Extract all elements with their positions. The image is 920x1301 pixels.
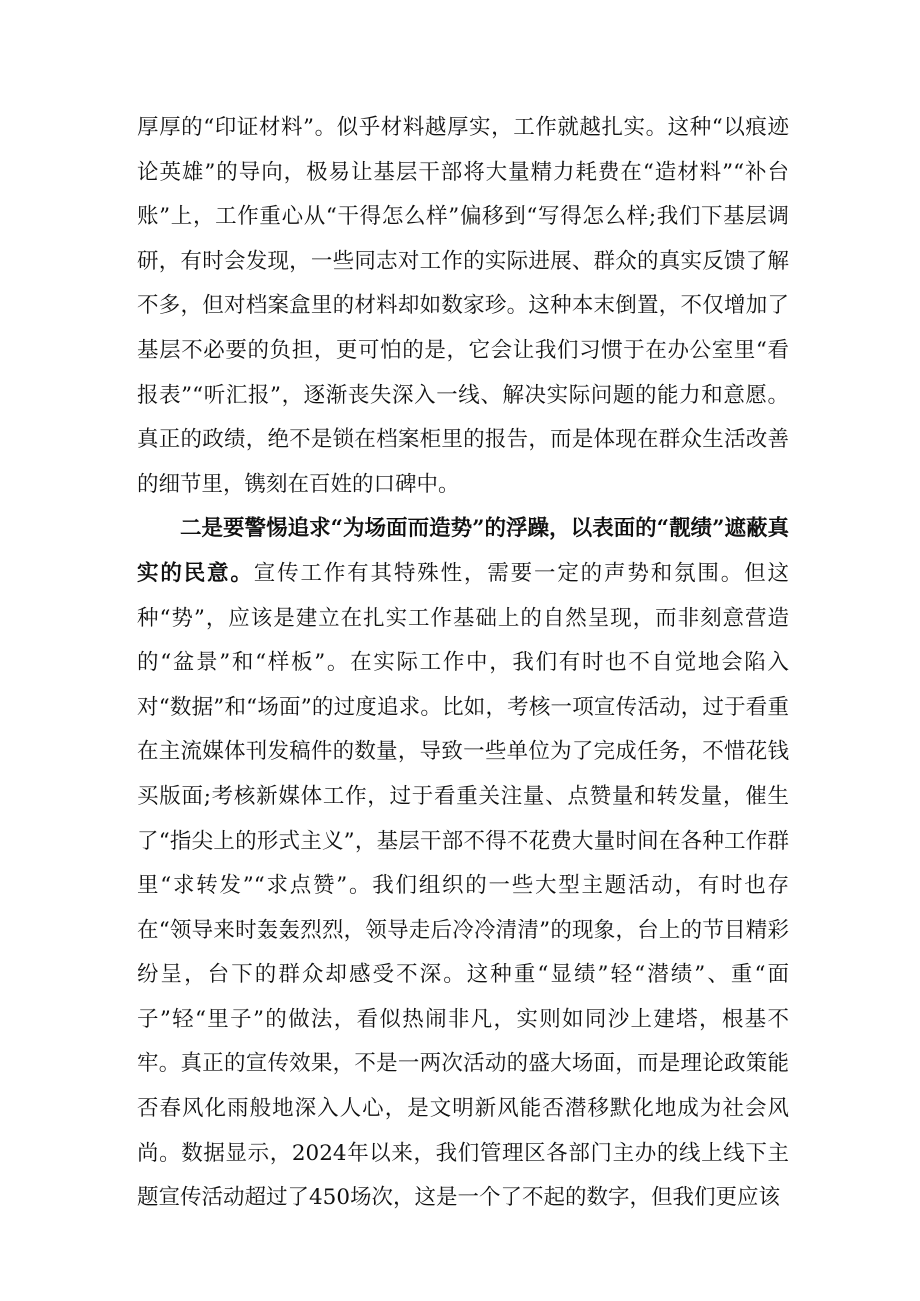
paragraph-2-body: 宣传工作有其特殊性，需要一定的声势和氛围。但这种“势”，应该是建立在扎实工作基础上的自然呈现，而非刻意营造的“盆景”和“样板”。在实际工作中，我们有时也不自觉地会陷入对“数据”和“场面”的过度追求。比如，考核一项宣传活动，过于看重在主流媒体刊发稿件的数量，导致一些单位为了完成任务，不惜花钱买版面;考核新媒体工作，过于看重关注量、点赞量和转发量，催生了“指尖上的形式主义”，基层干部不得不花费大量时间在各种工作群里“求转发”“求点赞”。我们组织的一些大型主题活动，有时也存在“领导来时轰轰烈烈，领导走后冷冷清清”的现象，台上的节目精彩纷呈，台下的群众却感受不深。这种重“显绩”轻“潜绩”、重“面子”轻“里子”的做法，看似热闹非凡，实则如同沙上建塔，根基不牢。真正的宣传效果，不是一两次活动的盛大场面，而是理论政策能否春风化雨般地深入人心，是文明新风能否潜移默化地成为社会风尚。数据显示，2024年以来，我们管理区各部门主办的线上线下主题宣传活动超过了450场次，这是一个了不起的数字，但我们更应该 — [137, 560, 789, 1211]
paragraph-2-heading: 二是要警惕追求“为场面而造势”的浮躁，以表面的“靓绩”遮蔽真实的民意。 — [137, 516, 789, 586]
document-body — [137, 106, 789, 1221]
paragraph-2 — [137, 507, 789, 1221]
paragraph-1: 厚厚的“印证材料”。似乎材料越厚实，工作就越扎实。这种“以痕迹论英雄”的导向，极易让基层干部将大量精力耗费在“造材料”“补台账”上，工作重心从“干得怎么样”偏移到“写得怎么样;我们下基层调研，有时会发现，一些同志对工作的实际进展、群众的真实反馈了解不多，但对档案盒里的材料却如数家珍。这种本末倒置，不仅增加了基层不必要的负担，更可怕的是，它会让我们习惯于在办公室里“看报表”“听汇报”，逐渐丧失深入一线、解决实际问题的能力和意愿。真正的政绩，绝不是锁在档案柜里的报告，而是体现在群众生活改善的细节里，镌刻在百姓的口碑中。 — [137, 115, 789, 497]
